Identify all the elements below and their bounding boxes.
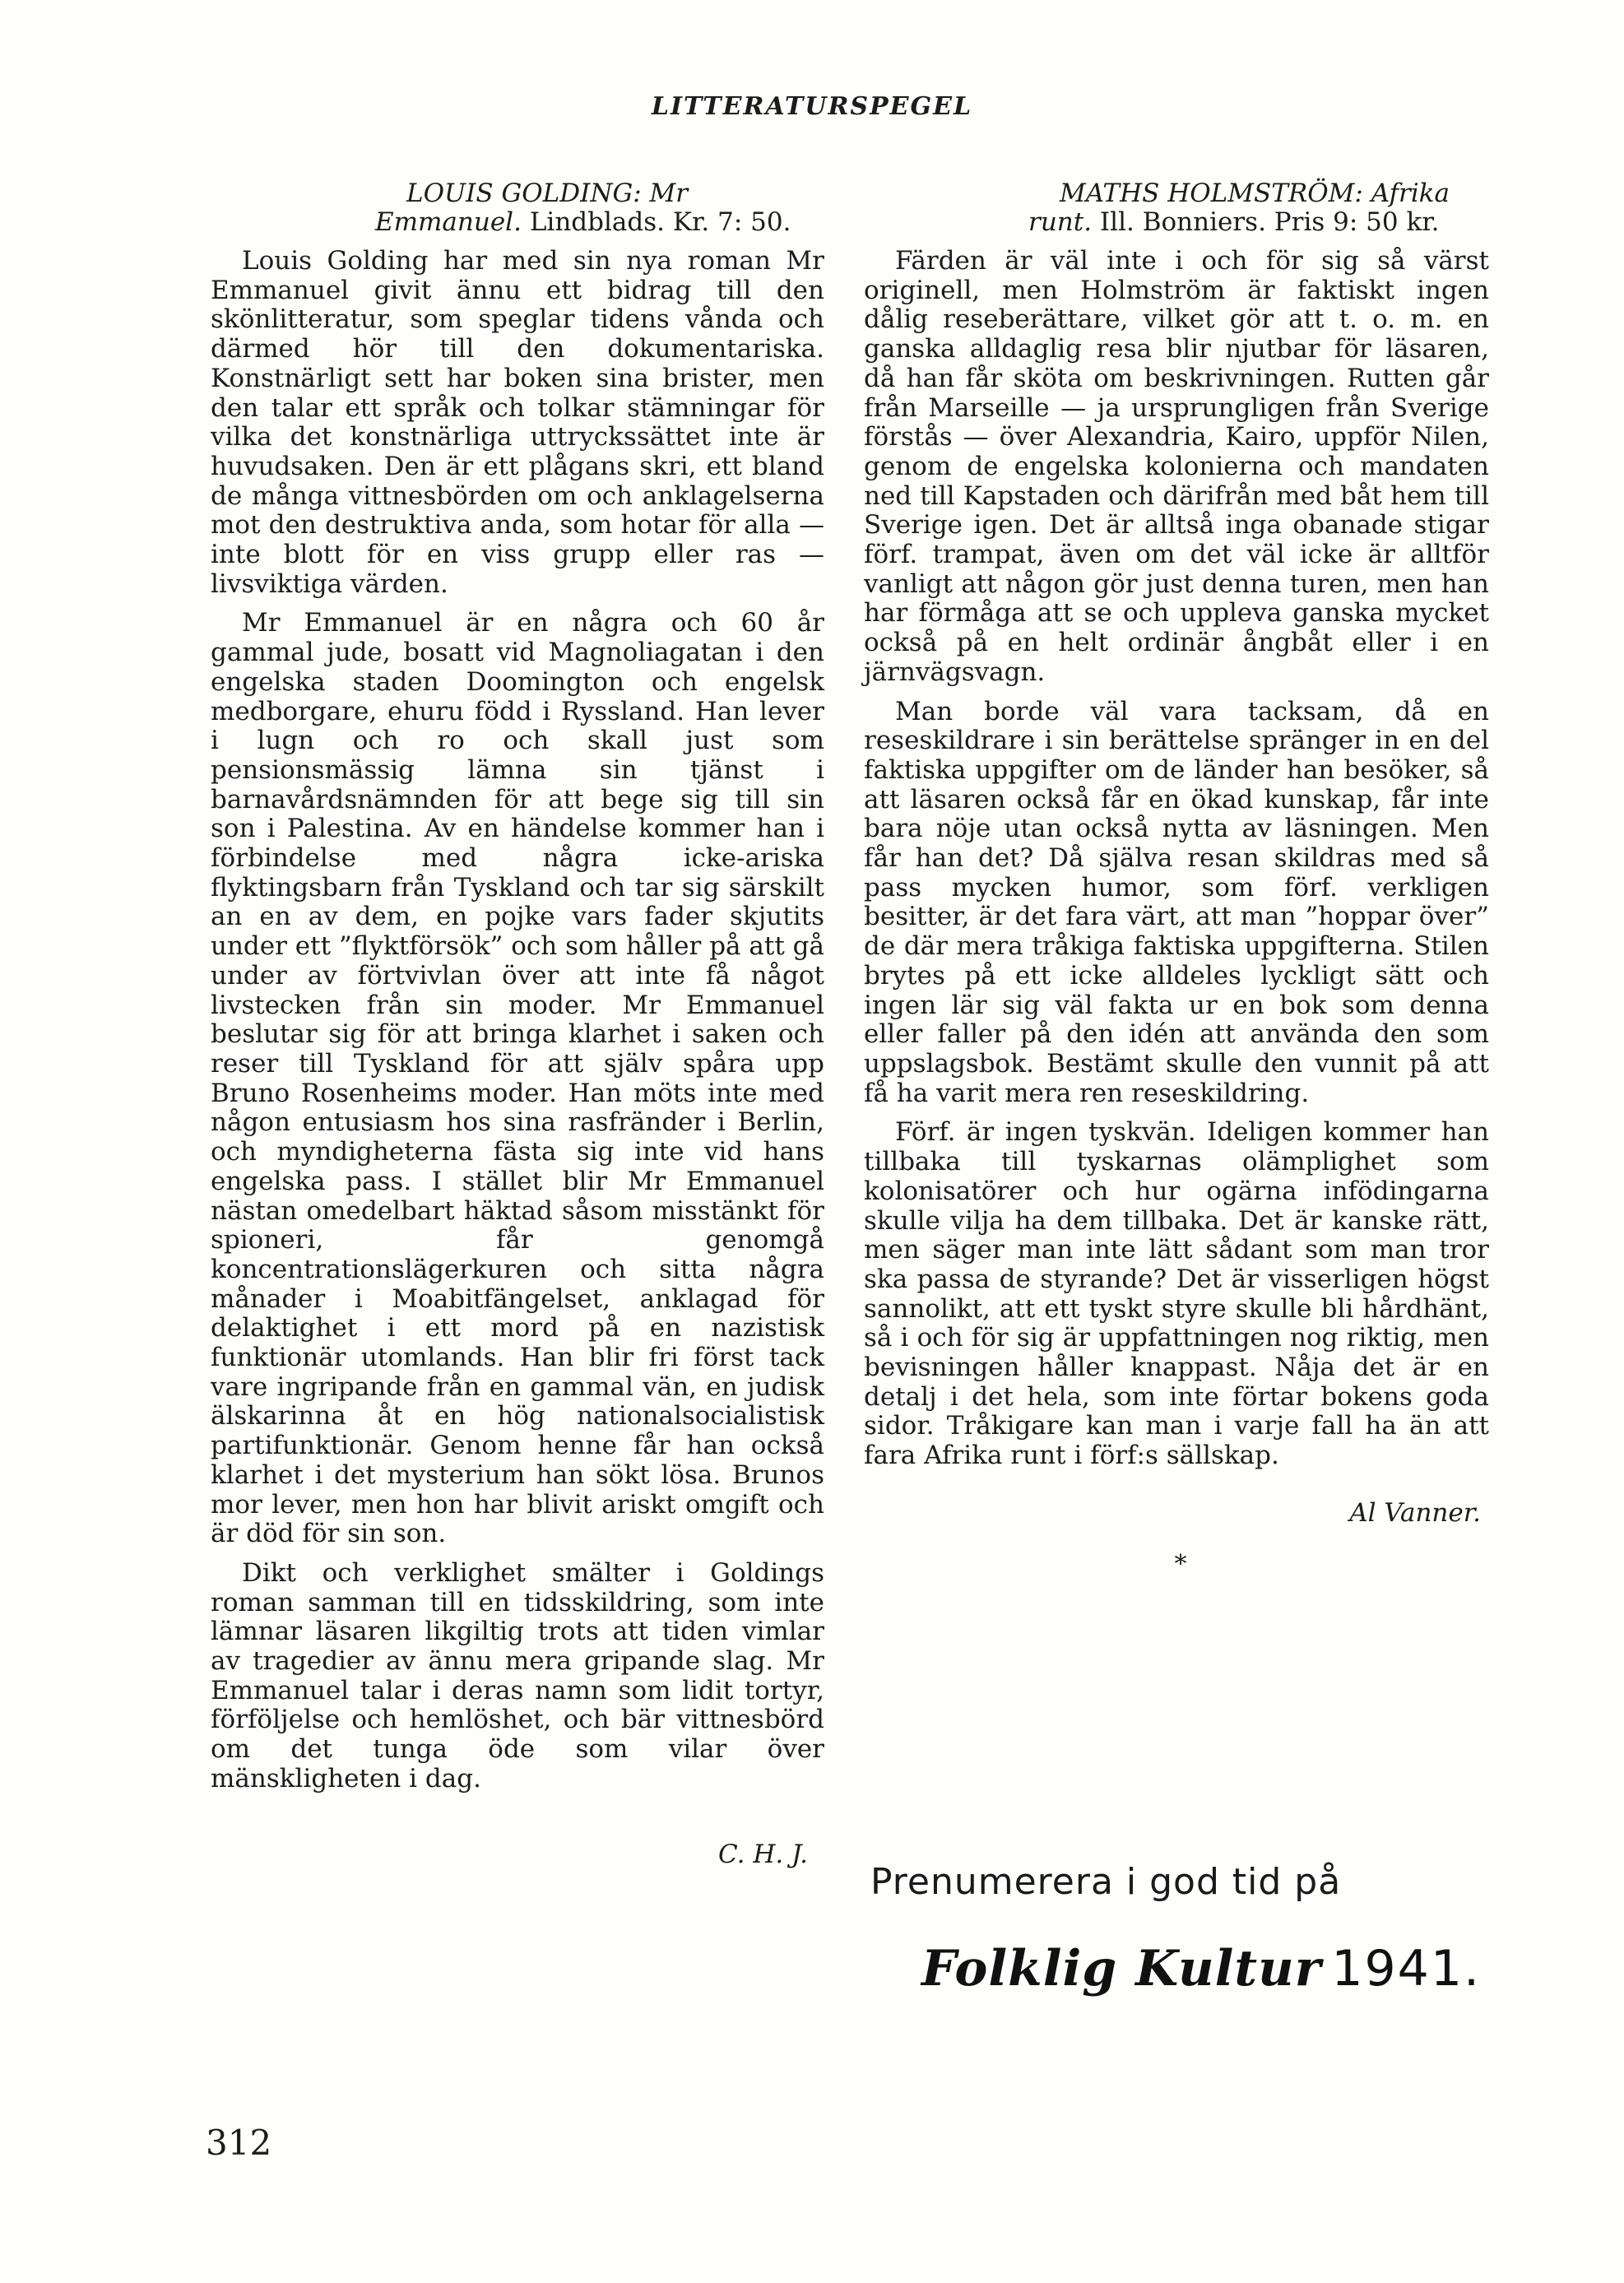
left-review-publisher: Lindblads. Kr. 7: 50. xyxy=(529,207,791,237)
left-column xyxy=(211,179,824,1869)
right-review-paragraph: Förf. är ingen tyskvän. Ideligen kommer han tillbaka till tyskarnas olämplighet som kolonisatörer och hur ogärna infödingarna skulle vilja ha dem tillbaka. Det är kanske rätt, men säger man inte lätt sådant som man tror ska passa de styrande? Det är visserligen högst sannolikt, att ett tyskt styre skulle bli hårdhänt, så i och för sig är uppfattningen nog riktig, men bevisningen håller knappast. Nåja det är en detalj i det hela, som inte förtar bokens goda sidor. Tråkigare kan man i varje fall ha än att fara Afrika runt i förf:s sällskap. xyxy=(864,1117,1489,1471)
section-separator: * xyxy=(1174,1549,1187,1579)
right-review-heading xyxy=(864,179,1489,237)
running-head: LITTERATURSPEGEL xyxy=(651,92,973,121)
magazine-year: 1941. xyxy=(1331,1940,1482,1998)
right-review-author-title: MATHS HOLMSTRÖM: Afrika runt. xyxy=(1028,179,1450,237)
left-review-signature: C. H. J. xyxy=(718,1839,808,1869)
left-review-heading xyxy=(211,179,824,237)
left-review-paragraph: Dikt och verklighet smälter i Goldings roman samman till en tidsskildring, som inte lämnar läsaren likgiltig trots att tiden vimlar av tragedier av ännu mera gripande slag. Mr Emmanuel talar i deras namn som lidit tortyr, förföljelse och hemlöshet, och bär vittnesbörd om det tunga öde som vilar över mänskligheten i dag. xyxy=(211,1557,824,1793)
page-number: 312 xyxy=(206,2123,272,2163)
right-review-paragraph: Man borde väl vara tacksam, då en reseskildrare i sin berättelse spränger in en del faktiska uppgifter om de länder han besöker, så att läsaren också får en ökad kunskap, får inte bara nöje utan också nytta av läsningen. Men får han det? Då själva resan skildras med så pass mycken humor, som förf. verkligen besitter, är det fara värt, att man ”hoppar över” de där mera tråkiga faktiska uppgifterna. Stilen brytes på ett icke alldeles lyckligt sätt och ingen lär sig väl fakta ur en bok som denna eller faller på den idén att använda den som uppslagsbok. Bestämt skulle den vunnit på att få ha varit mera ren reseskildring. xyxy=(864,696,1489,1108)
right-review-paragraph: Färden är väl inte i och för sig så värst originell, men Holmström är faktiskt ingen dålig reseberättare, vilket gör att t. o. m. en ganska alldaglig resa blir njutbar för läsaren, då han får sköta om beskrivningen. Rutten går från Marseille — ja ursprungligen från Sverige förstås — över Alexandria, Kairo, uppför Nilen, genom de engelska kolonierna och mandaten ned till Kapstaden och därifrån med båt hem till Sverige igen. Det är alltså inga obanade stigar förf. trampat, även om det väl icke är alltför vanligt att någon gör just denna turen, men han har förmåga att se och uppleva ganska mycket också på en helt ordinär ångbåt eller i en järnvägsvagn. xyxy=(864,246,1489,687)
right-review-signature: Al Vanner. xyxy=(1349,1497,1481,1528)
left-review-paragraph: Mr Emmanuel är en några och 60 år gammal jude, bosatt vid Magnoliagatan i den engelska staden Doomington och engelsk medborgare, ehuru född i Ryssland. Han lever i lugn och ro och skall just som pensionsmässig lämna sin tjänst i barnavårdsnämnden för att bege sig till sin son i Palestina. Av en händelse kommer han i förbindelse med några icke-ariska flyktingsbarn från Tyskland och tar sig särskilt an en av dem, en pojke vars fader skjutits under ett ”flyktförsök” och som håller på att gå under av förtvivlan över att inte få något livstecken från sin moder. Mr Emmanuel beslutar sig för att bringa klarhet i saken och reser till Tyskland för att själv spåra upp Bruno Rosenheims moder. Han möts inte med någon entusiasm hos sina rasfränder i Berlin, och myndigheterna fästa sig inte vid hans engelska pass. I stället blir Mr Emmanuel nästan omedelbart häktad såsom misstänkt för spioneri, får genomgå koncentrationslägerkuren och sitta några månader i Moabitfängelset, anklagad för delaktighet i ett mord på en nazistisk funktionär utomlands. Han blir fri först tack vare ingripande från en gammal vän, en judisk älskarinna åt en hög nationalsocialistisk partifunktionär. Genom henne får han också klarhet i det mysterium han sökt lösa. Brunos mor lever, men hon har blivit ariskt omgift och är död för sin son. xyxy=(211,608,824,1549)
subscription-ad-text: Prenumerera i god tid på xyxy=(870,1861,1342,1903)
left-review-author-title: LOUIS GOLDING: Mr Emmanuel. xyxy=(375,179,689,237)
left-review-paragraph: Louis Golding har med sin nya roman Mr Emmanuel givit ännu ett bidrag till den skönlitteratur, som speglar tidens vånda och därmed hör till den dokumentariska. Konstnärligt sett har boken sina brister, men den talar ett språk och tolkar stämningar för vilka det konstnärliga uttryckssättet inte är huvudsaken. Den är ett plågans skri, ett bland de många vittnesbörden om och anklagelserna mot den destruktiva anda, som hotar för alla — inte blott för en viss grupp eller ras — livsviktiga värden. xyxy=(211,246,824,599)
right-review-publisher: Ill. Bonniers. Pris 9: 50 kr. xyxy=(1099,207,1440,237)
right-column xyxy=(864,179,1489,1579)
magazine-name: Folklig Kultur xyxy=(921,1940,1322,1998)
subscription-ad-title xyxy=(921,1940,1563,1998)
